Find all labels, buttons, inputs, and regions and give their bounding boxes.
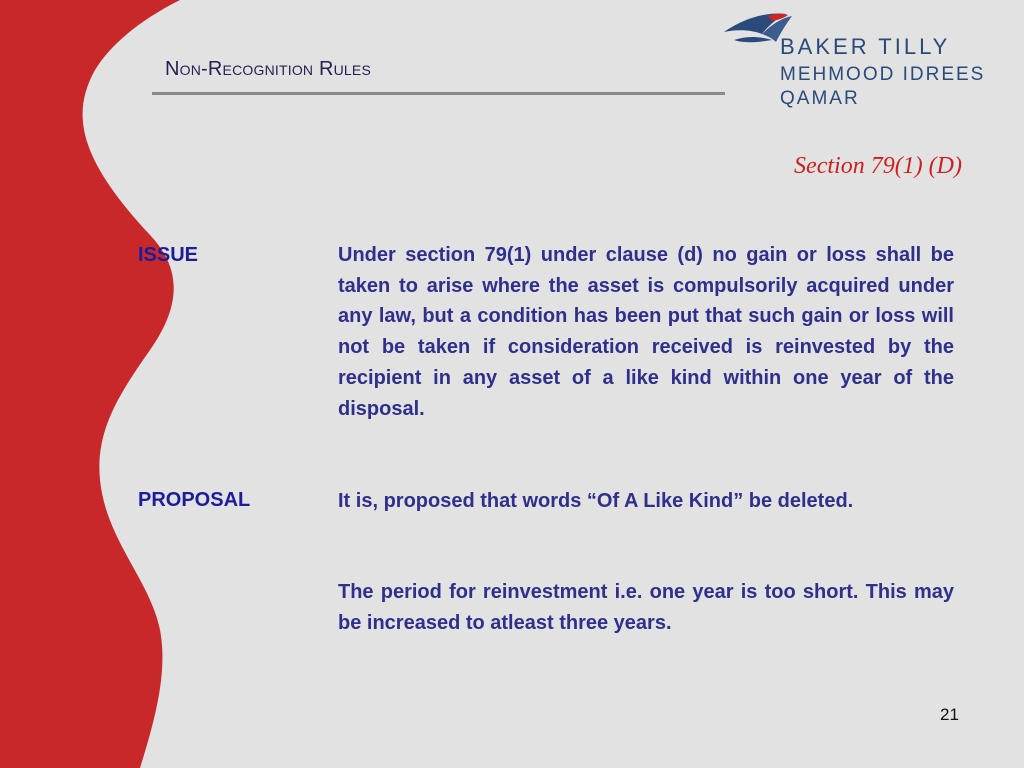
slide-title: Non-Recognition Rules (165, 58, 371, 80)
red-flame-shape (0, 0, 180, 768)
title-divider (152, 92, 725, 95)
issue-label: ISSUE (138, 244, 199, 266)
page-number: 21 (940, 705, 959, 724)
proposal-label: PROPOSAL (138, 489, 251, 511)
proposal-paragraph: It is, proposed that words “Of A Like Kind” be deleted. (338, 490, 854, 512)
logo-text-line1: BAKER TILLY (780, 34, 951, 59)
logo-text-line3: QAMAR (780, 88, 860, 109)
proposal-paragraph: The period for reinvestment i.e. one year is too short. This may be increased to atleast three years. (338, 581, 954, 634)
section-reference: Section 79(1) (D) (794, 153, 962, 179)
issue-text: Under section 79(1) under clause (d) no gain or loss shall be taken to arise where the asset is compulsorily acquired under any law, but a condition has been put that such gain or loss will not be taken if consideration received is reinvested by the recipient in any asset of a like kind within one year of the disposal. (338, 244, 954, 420)
company-logo (722, 10, 1002, 110)
logo-text-line2: MEHMOOD IDREES (780, 64, 986, 85)
